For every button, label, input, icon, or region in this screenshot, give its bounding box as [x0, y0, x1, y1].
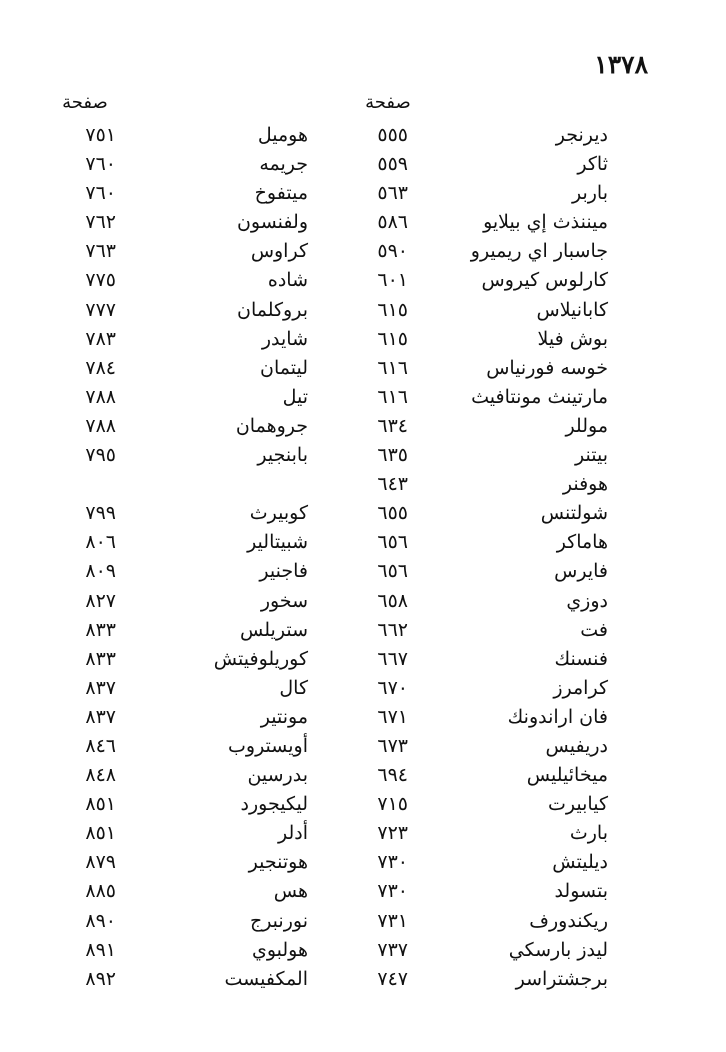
right-name: دريفيس [545, 734, 608, 757]
left-page: ٧٥١ [85, 124, 116, 146]
right-page: ٦٥٨ [377, 589, 408, 612]
left-page: ٧٦٠ [85, 182, 116, 205]
right-name: برجشتراسر [515, 967, 608, 990]
left-column-header: صفحة [62, 92, 108, 113]
right-page: ٦١٥ [377, 298, 408, 321]
right-page: ٦٥٥ [377, 502, 408, 525]
index-row [0, 296, 726, 325]
right-name: باربر [571, 182, 608, 205]
right-page: ٥٥٥ [377, 124, 408, 146]
left-name: شايدر [261, 327, 308, 350]
right-name: بارث [569, 822, 608, 845]
left-page: ٨٣٣ [85, 618, 116, 641]
right-page: ٦١٥ [377, 327, 408, 350]
right-page: ٦٣٥ [377, 444, 408, 467]
index-row [0, 354, 726, 383]
left-page: ٨٠٩ [85, 560, 116, 583]
right-name: ديرنجر [555, 124, 608, 146]
left-page: ٨٩١ [85, 938, 116, 961]
left-name: هوتنجير [248, 851, 308, 874]
right-name: بتسولد [554, 880, 608, 903]
left-page: ٨٩٠ [85, 909, 116, 932]
left-name: بدرسين [247, 764, 308, 787]
right-name: هاماكر [556, 531, 608, 554]
left-page: ٨٠٦ [85, 531, 116, 554]
left-name: أدلر [277, 822, 308, 845]
right-name: هوفنر [562, 473, 608, 496]
left-page: ٧٨٨ [85, 414, 116, 437]
right-name: فت [580, 618, 608, 641]
index-row [0, 266, 726, 295]
right-name: فايرس [554, 560, 608, 583]
left-name: ليكيجورد [240, 793, 308, 816]
right-page: ٦٦٧ [377, 647, 408, 670]
right-page: ٧٣٧ [377, 938, 408, 961]
index-row [0, 790, 726, 819]
index-row [0, 703, 726, 732]
left-page: ٨٩٢ [85, 967, 116, 990]
index-row [0, 877, 726, 906]
left-name: ستريلس [240, 618, 308, 641]
index-row [0, 587, 726, 616]
left-page: ٨٣٣ [85, 647, 116, 670]
index-row [0, 557, 726, 586]
right-name: كارلوس كيروس [481, 269, 608, 292]
right-name: كابانيلاس [536, 298, 608, 321]
right-page: ٦٧٠ [377, 676, 408, 699]
left-name: كراوس [250, 240, 308, 263]
index-row [0, 732, 726, 761]
left-page: ٨٧٩ [85, 851, 116, 874]
index-row [0, 412, 726, 441]
index-row [0, 237, 726, 266]
right-page: ٦٦٢ [377, 618, 408, 641]
right-page: ٦٥٦ [377, 531, 408, 554]
right-page: ٦١٦ [377, 356, 408, 379]
right-name: بوش فيلا [537, 327, 608, 350]
index-row [0, 383, 726, 412]
left-page: ٨٤٨ [85, 764, 116, 787]
index-row [0, 965, 726, 994]
right-column-header: صفحة [365, 92, 411, 113]
left-name: كال [279, 676, 308, 699]
left-name: تيل [282, 385, 308, 408]
right-name: ليدز بارسكي [508, 938, 608, 961]
index-row [0, 150, 726, 179]
right-page: ٦٥٦ [377, 560, 408, 583]
right-page: ٦١٦ [377, 385, 408, 408]
right-page: ٧٣٠ [377, 851, 408, 874]
index-row [0, 528, 726, 557]
left-name: فاجنير [259, 560, 308, 583]
index-row [0, 819, 726, 848]
right-name: مارتينث مونتافيث [471, 385, 608, 408]
right-name: ميخائيليس [526, 764, 608, 787]
left-name: أويستروب [228, 734, 308, 757]
index-row [0, 325, 726, 354]
left-name: شبيتالير [247, 531, 308, 554]
left-page: ٨٢٧ [85, 589, 116, 612]
left-page: ٨٣٧ [85, 705, 116, 728]
left-name: هولبوي [251, 938, 308, 961]
right-page: ٧١٥ [377, 793, 408, 816]
left-page: ٧٩٥ [85, 444, 116, 467]
left-name: نورنبرج [249, 909, 308, 932]
right-name: موللر [565, 414, 608, 437]
left-name: كوريلوفيتش [213, 647, 308, 670]
left-name: مونتير [260, 705, 308, 728]
right-page: ٦٤٣ [377, 473, 408, 496]
left-page: ٨٣٧ [85, 676, 116, 699]
index-row [0, 674, 726, 703]
index-row [0, 761, 726, 790]
right-page: ٧٣٠ [377, 880, 408, 903]
left-name: بابنجير [257, 444, 308, 467]
left-name: سخور [260, 589, 308, 612]
index-list [0, 121, 726, 994]
left-name: ميتفوخ [254, 182, 308, 205]
index-row [0, 121, 726, 150]
index-row [0, 616, 726, 645]
right-page: ٧٤٧ [377, 967, 408, 990]
right-name: خوسه فورنياس [486, 356, 608, 379]
right-name: كيابيرت [548, 793, 608, 816]
index-row [0, 470, 726, 499]
left-name: هس [273, 880, 308, 903]
right-page: ٧٢٣ [377, 822, 408, 845]
right-name: دوزي [566, 589, 608, 612]
index-row [0, 645, 726, 674]
left-page: ٨٥١ [85, 822, 116, 845]
left-name: بروكلمان [236, 298, 308, 321]
left-page: ٨٤٦ [85, 734, 116, 757]
right-name: ميننذث إي بيلايو [483, 211, 608, 234]
right-page: ٥٦٣ [377, 182, 408, 205]
left-page: ٨٥١ [85, 793, 116, 816]
left-page: ٧٦٠ [85, 153, 116, 176]
left-page: ٧٨٤ [85, 356, 116, 379]
left-name: جروهمان [235, 414, 308, 437]
index-row [0, 907, 726, 936]
right-page: ٦٧٣ [377, 734, 408, 757]
right-name: ديليتش [552, 851, 608, 874]
left-page: ٧٦٣ [85, 240, 116, 263]
right-name: فنسنك [554, 647, 608, 670]
right-page: ٦٣٤ [377, 414, 408, 437]
left-page: ٨٨٥ [85, 880, 116, 903]
right-page: ٦٧١ [377, 705, 408, 728]
left-page: ٧٨٣ [85, 327, 116, 350]
right-name: ثاكر [577, 153, 608, 176]
right-page: ٥٩٠ [377, 240, 408, 263]
right-page: ٦٠١ [377, 269, 408, 292]
page-number: ۱۳۷۸ [594, 50, 648, 79]
left-page: ٧٨٨ [85, 385, 116, 408]
left-name: ولفنسون [236, 211, 308, 234]
index-row [0, 936, 726, 965]
left-page: ٧٧٥ [85, 269, 116, 292]
left-name: شاده [267, 269, 308, 292]
right-name: بيتنر [575, 444, 608, 467]
left-name: جريمه [259, 153, 308, 176]
left-name: كوبيرث [249, 502, 308, 525]
index-row [0, 208, 726, 237]
right-page: ٧٣١ [377, 909, 408, 932]
right-page: ٥٥٩ [377, 153, 408, 176]
left-page: ٧٧٧ [85, 298, 116, 321]
index-row [0, 848, 726, 877]
right-name: شولتنس [540, 502, 608, 525]
right-name: جاسبار اي ريميرو [470, 240, 608, 263]
left-page: ٧٦٢ [85, 211, 116, 234]
right-name: كرامرز [553, 676, 608, 699]
left-name: هوميل [257, 124, 308, 146]
left-name: المكفيست [224, 967, 308, 990]
left-page: ٧٩٩ [85, 502, 116, 525]
right-name: فان اراندونك [507, 705, 608, 728]
right-page: ٥٨٦ [377, 211, 408, 234]
left-name: ليتمان [260, 356, 308, 379]
right-name: ريكندورف [529, 909, 608, 932]
index-row [0, 179, 726, 208]
index-row [0, 441, 726, 470]
index-row [0, 499, 726, 528]
right-page: ٦٩٤ [377, 764, 408, 787]
